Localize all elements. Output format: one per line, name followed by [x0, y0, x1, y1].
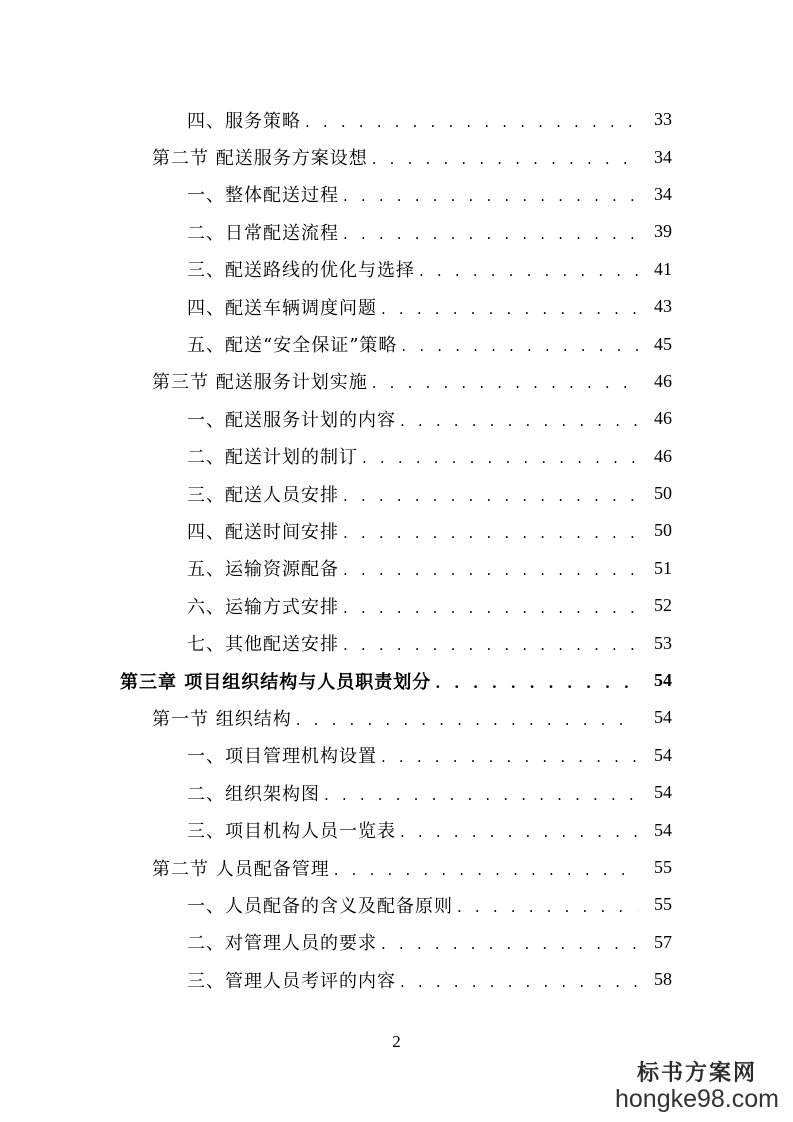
toc-entry-title: 一、整体配送过程 — [187, 185, 339, 207]
toc-entry-title: 第三章 项目组织结构与人员职责划分 — [120, 671, 432, 693]
toc-entry-title: 一、配送服务计划的内容 — [187, 409, 396, 431]
toc-entry-item[interactable] — [0, 624, 793, 661]
toc-entry-page: 54 — [654, 819, 672, 840]
toc-entry-item[interactable] — [0, 737, 793, 774]
toc-dot-leader — [419, 262, 638, 280]
toc-entry-page: 52 — [654, 595, 672, 616]
toc-dot-leader — [400, 823, 638, 841]
toc-entry-page: 46 — [654, 370, 672, 391]
toc-dot-leader — [435, 674, 638, 692]
toc-entry-page: 51 — [654, 557, 672, 578]
toc-entry-title: 三、管理人员考评的内容 — [187, 970, 396, 992]
toc-entry-section[interactable] — [0, 363, 793, 400]
toc-entry-section[interactable] — [0, 138, 793, 175]
toc-entry-title: 三、项目机构人员一览表 — [187, 821, 396, 843]
toc-dot-leader — [343, 225, 638, 243]
page-number: 2 — [392, 1032, 401, 1051]
toc-entry-item[interactable] — [0, 774, 793, 811]
toc-entry-page: 46 — [654, 408, 672, 429]
toc-entry-page: 50 — [654, 520, 672, 541]
toc-entry-title: 一、人员配备的含义及配备原则 — [187, 895, 453, 917]
toc-dot-leader — [343, 561, 638, 579]
toc-entry-page: 50 — [654, 483, 672, 504]
table-of-contents — [0, 101, 793, 998]
toc-entry-title: 三、配送人员安排 — [187, 484, 339, 506]
toc-entry-page: 57 — [654, 931, 672, 952]
toc-dot-leader — [343, 187, 638, 205]
toc-entry-title: 四、配送时间安排 — [187, 521, 339, 543]
toc-entry-title: 二、配送计划的制订 — [187, 447, 358, 469]
toc-entry-page: 43 — [654, 296, 672, 317]
toc-entry-title: 五、运输资源配备 — [187, 559, 339, 581]
toc-entry-page: 54 — [654, 670, 672, 691]
toc-dot-leader — [457, 898, 638, 916]
toc-entry-page: 34 — [654, 146, 672, 167]
toc-entry-item[interactable] — [0, 288, 793, 325]
toc-entry-title: 三、配送路线的优化与选择 — [187, 260, 415, 282]
toc-entry-item[interactable] — [0, 924, 793, 961]
toc-entry-item[interactable] — [0, 400, 793, 437]
toc-entry-page: 58 — [654, 969, 672, 990]
toc-entry-title: 六、运输方式安排 — [187, 596, 339, 618]
toc-dot-leader — [372, 374, 638, 392]
toc-entry-item[interactable] — [0, 886, 793, 923]
toc-entry-item[interactable] — [0, 587, 793, 624]
toc-dot-leader — [305, 113, 638, 131]
toc-entry-title: 七、其他配送安排 — [187, 634, 339, 656]
toc-dot-leader — [334, 861, 638, 879]
toc-entry-item[interactable] — [0, 550, 793, 587]
toc-entry-title: 二、对管理人员的要求 — [187, 933, 377, 955]
toc-dot-leader — [400, 412, 638, 430]
toc-entry-title: 二、日常配送流程 — [187, 222, 339, 244]
toc-entry-item[interactable] — [0, 176, 793, 213]
toc-entry-page: 41 — [654, 258, 672, 279]
toc-entry-title: 四、配送车辆调度问题 — [187, 297, 377, 319]
toc-entry-page: 54 — [654, 782, 672, 803]
toc-entry-item[interactable] — [0, 475, 793, 512]
toc-entry-title: 第一节 组织结构 — [152, 708, 292, 730]
toc-dot-leader — [343, 599, 638, 617]
toc-entry-title: 第三节 配送服务计划实施 — [152, 372, 368, 394]
toc-dot-leader — [324, 786, 638, 804]
toc-entry-page: 46 — [654, 445, 672, 466]
toc-dot-leader — [381, 748, 638, 766]
toc-dot-leader — [343, 636, 638, 654]
toc-dot-leader — [343, 524, 638, 542]
toc-entry-page: 39 — [654, 221, 672, 242]
toc-entry-section[interactable] — [0, 699, 793, 736]
watermark-url: hongke98.com — [614, 1085, 779, 1113]
toc-dot-leader — [343, 487, 638, 505]
toc-dot-leader — [400, 973, 638, 991]
toc-dot-leader — [401, 337, 638, 355]
toc-entry-item[interactable] — [0, 325, 793, 362]
toc-dot-leader — [381, 935, 638, 953]
toc-entry-item[interactable] — [0, 438, 793, 475]
toc-entry-page: 33 — [654, 109, 672, 130]
toc-entry-item[interactable] — [0, 961, 793, 998]
toc-entry-title: 二、组织架构图 — [187, 783, 320, 805]
toc-entry-page: 55 — [654, 894, 672, 915]
toc-entry-page: 53 — [654, 632, 672, 653]
toc-entry-title: 第二节 人员配备管理 — [152, 858, 330, 880]
toc-entry-item[interactable] — [0, 811, 793, 848]
toc-entry-chapter[interactable] — [0, 662, 793, 699]
toc-entry-page: 45 — [654, 333, 672, 354]
toc-entry-title: 五、配送“安全保证”策略 — [187, 335, 398, 357]
toc-entry-section[interactable] — [0, 849, 793, 886]
toc-entry-page: 34 — [654, 183, 672, 204]
toc-entry-page: 55 — [654, 857, 672, 877]
toc-entry-item[interactable] — [0, 101, 793, 138]
toc-entry-title: 四、服务策略 — [187, 110, 301, 132]
toc-entry-title: 一、项目管理机构设置 — [187, 746, 377, 768]
toc-dot-leader — [362, 449, 638, 467]
toc-entry-page: 54 — [654, 707, 672, 728]
toc-entry-item[interactable] — [0, 251, 793, 288]
watermark-site-name: 标书方案网 — [636, 1060, 757, 1086]
toc-entry-item[interactable] — [0, 512, 793, 549]
toc-dot-leader — [372, 150, 638, 168]
watermark — [615, 1056, 779, 1114]
toc-entry-page: 54 — [654, 744, 672, 765]
toc-entry-title: 第二节 配送服务方案设想 — [152, 148, 368, 170]
toc-dot-leader — [381, 300, 638, 318]
toc-entry-item[interactable] — [0, 213, 793, 250]
toc-dot-leader — [296, 711, 638, 729]
